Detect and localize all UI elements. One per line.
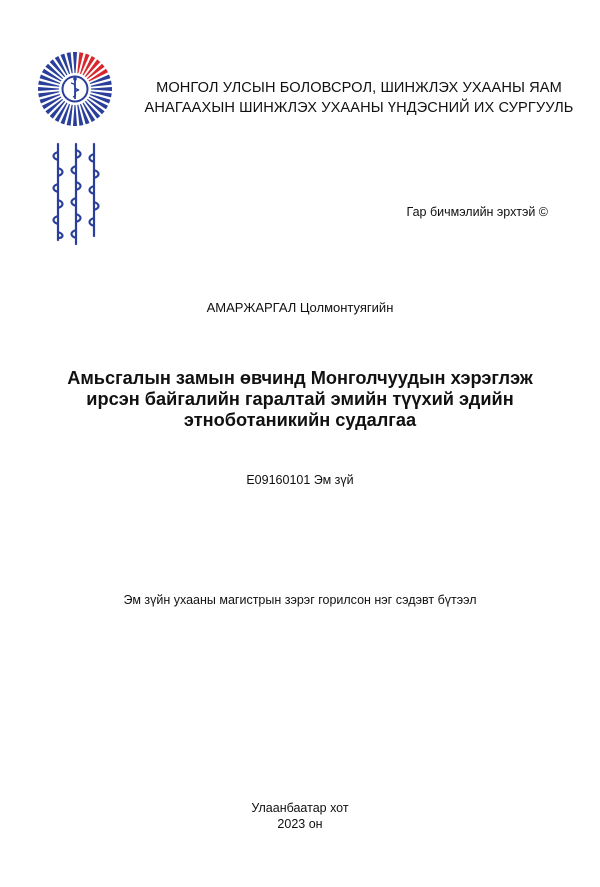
- university-name: АНАГААХЫН ШИНЖЛЭХ УХААНЫ ҮНДЭСНИЙ ИХ СУРГУУЛЬ: [144, 100, 574, 116]
- thesis-title-line: ирсэн байгалийн гаралтай эмийн түүхий эдийн: [86, 389, 514, 409]
- copyright-note: Гар бичмэлийн эрхтэй ©: [406, 205, 548, 219]
- ministry-name: МОНГОЛ УЛСЫН БОЛОВСРОЛ, ШИНЖЛЭХ УХААНЫ ЯАМ: [156, 80, 562, 96]
- specialty-code: E09160101 Эм зүй: [246, 473, 354, 487]
- author-name: АМАРЖАРГАЛ Цолмонтуягийн: [206, 300, 394, 315]
- city: Улаанбаатар хот: [251, 801, 349, 815]
- thesis-title-line: Амьсгалын замын өвчинд Монголчуудын хэрэглэж: [67, 368, 533, 388]
- thesis-title: [60, 368, 540, 431]
- university-emblem-icon: [36, 50, 114, 128]
- mongolian-script-icon: [44, 140, 108, 250]
- year: 2023 он: [277, 817, 323, 831]
- thesis-title-line: этноботаникийн судалгаа: [183, 410, 417, 430]
- place-and-year: [0, 800, 600, 832]
- institution-header: [134, 78, 584, 118]
- degree-statement: Эм зүйн ухааны магистрын зэрэг горилсон нэг сэдэвт бүтээл: [123, 593, 477, 607]
